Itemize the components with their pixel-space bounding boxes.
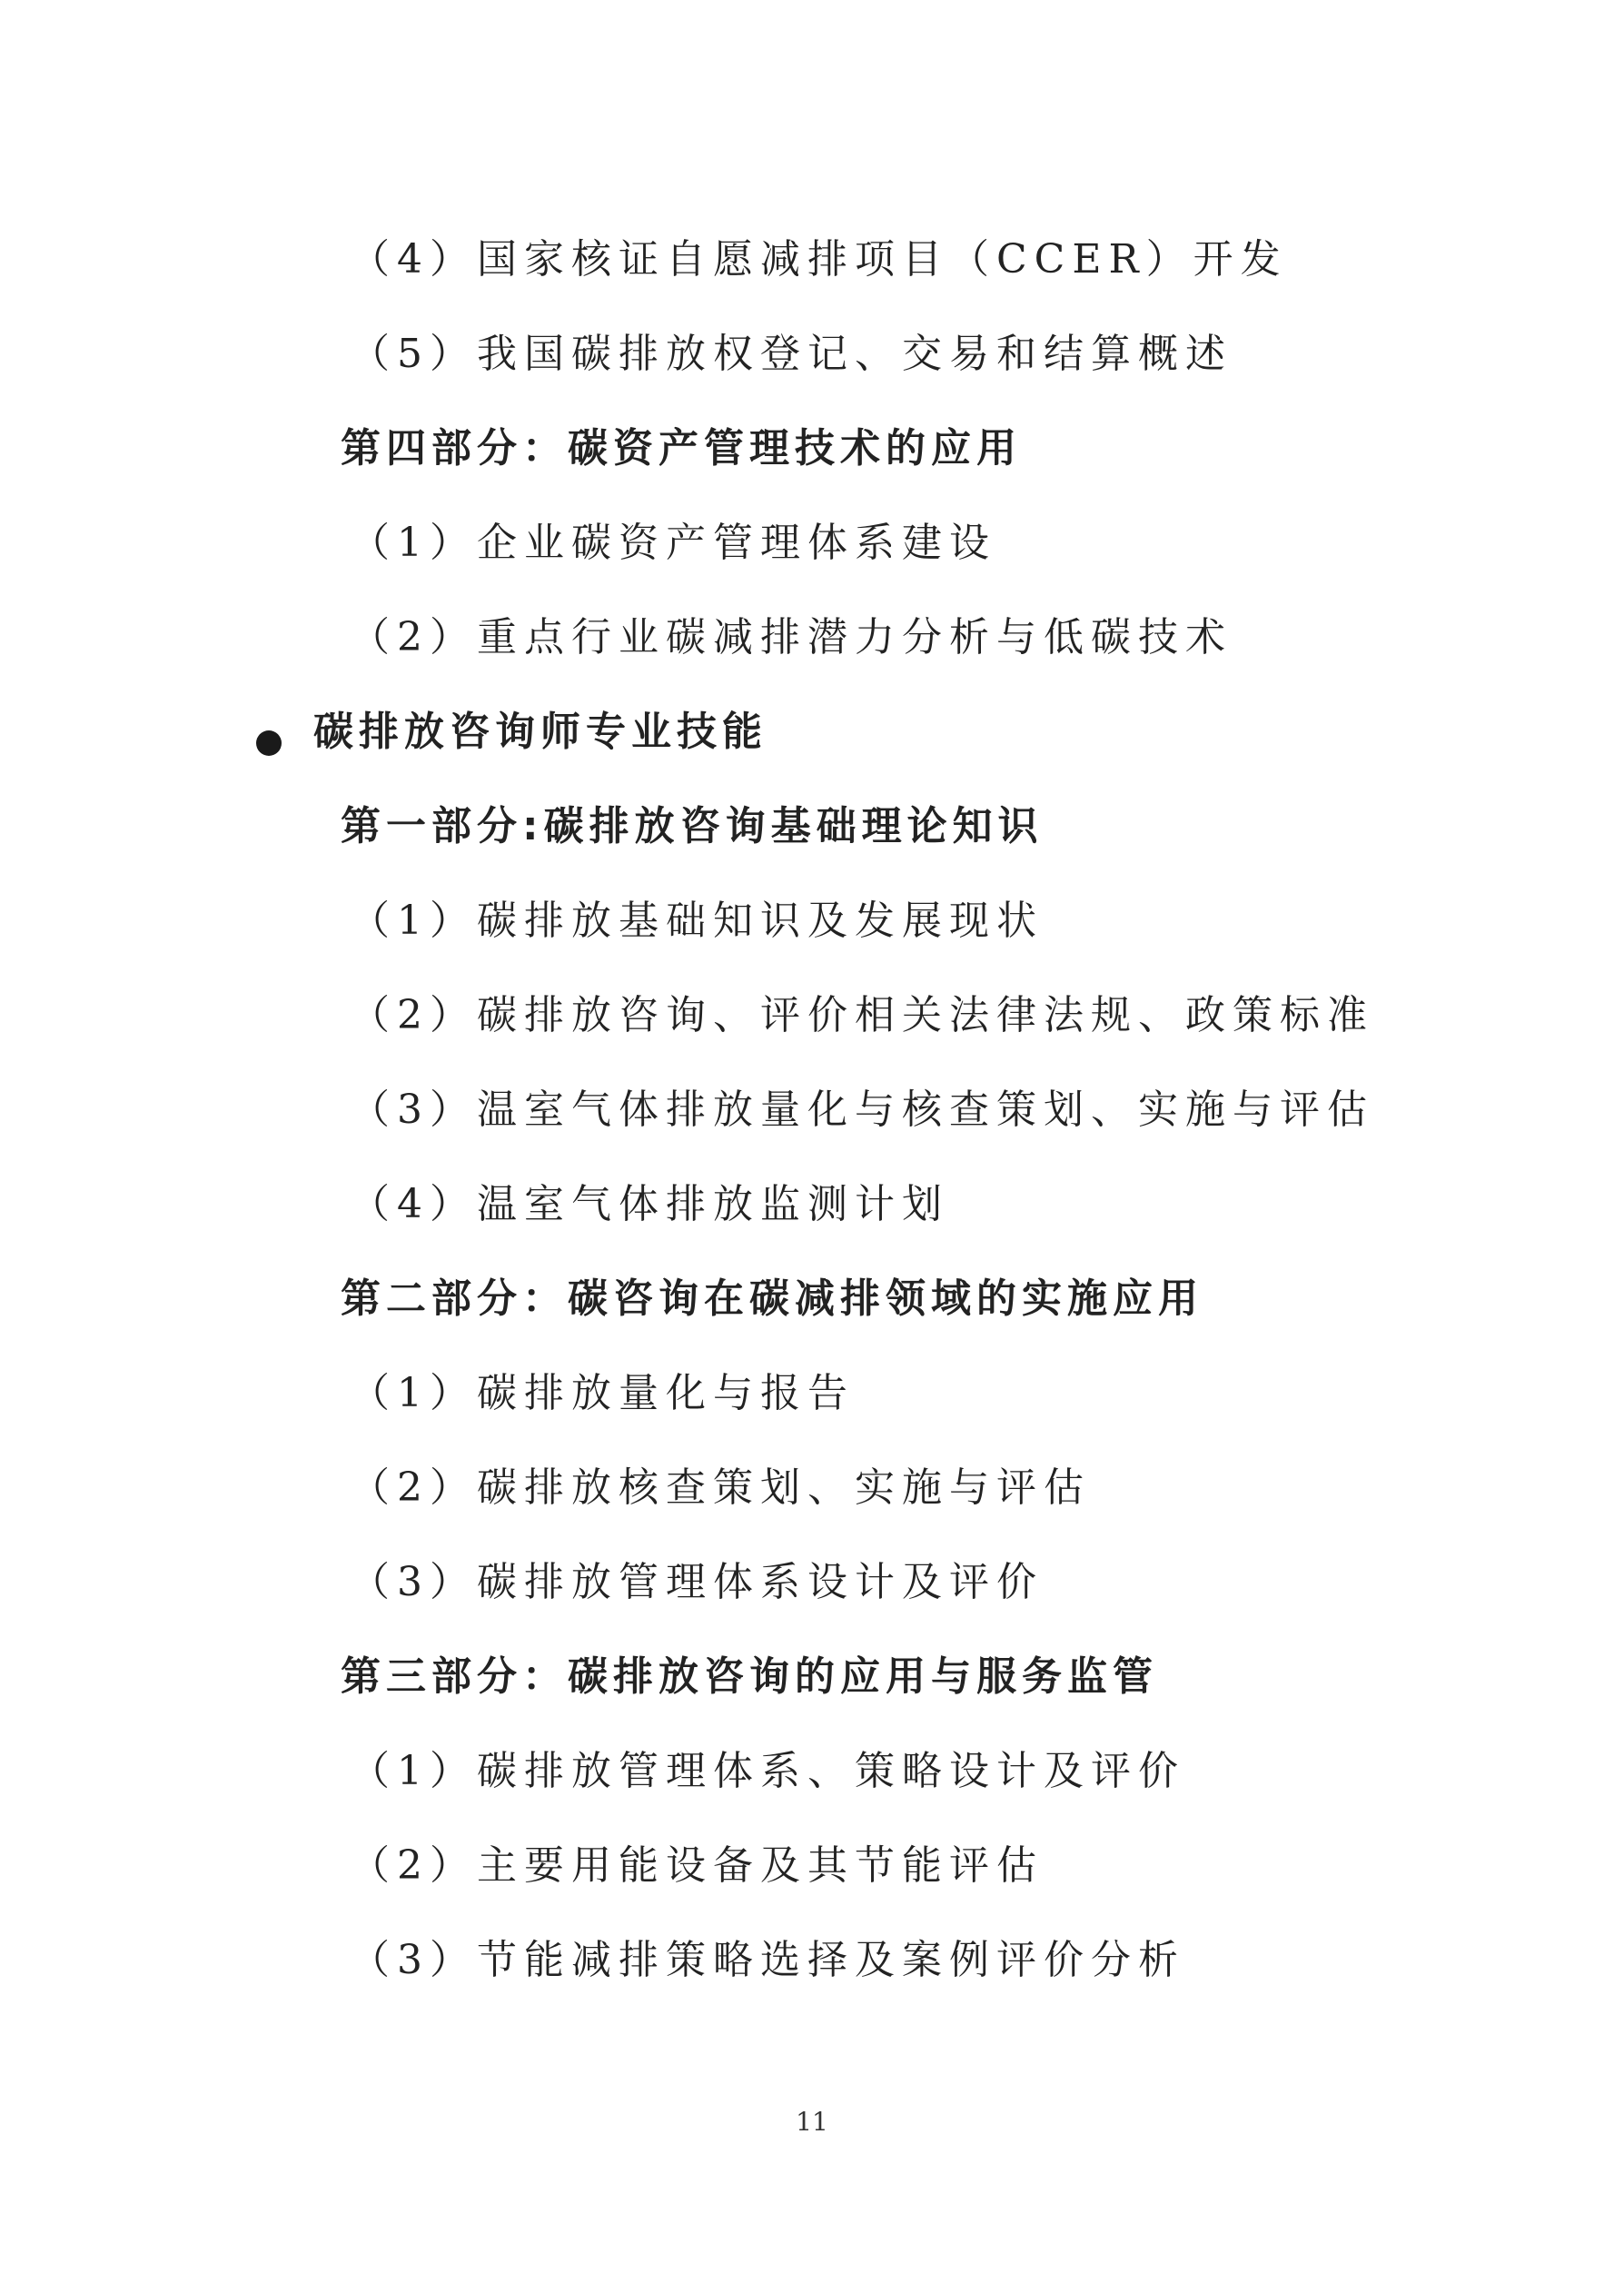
list-item-management-system-design: （3）碳排放管理体系设计及评价 xyxy=(350,1559,1044,1605)
list-item-quantification-report: （1）碳排放量化与报告 xyxy=(350,1370,855,1416)
section-heading-part-one: 第一部分:碳排放咨询基础理论知识 xyxy=(341,803,1044,849)
list-item-industry-reduction-potential: （2）重点行业碳减排潜力分析与低碳技术 xyxy=(350,614,1233,660)
section-heading-part-two: 第二部分：碳咨询在碳减排领域的实施应用 xyxy=(341,1276,1203,1322)
page-number: 11 xyxy=(796,2107,828,2137)
list-item-basic-knowledge: （1）碳排放基础知识及发展现状 xyxy=(350,898,1044,944)
list-item-ghg-quantification: （3）温室气体排放量化与核查策划、实施与评估 xyxy=(350,1087,1374,1133)
section-heading-part-four: 第四部分：碳资产管理技术的应用 xyxy=(341,425,1022,472)
list-item-ghg-monitoring-plan: （4）温室气体排放监测计划 xyxy=(350,1181,949,1227)
list-item-system-strategy-design: （1）碳排放管理体系、策略设计及评价 xyxy=(350,1748,1185,1794)
list-item-verification-planning: （2）碳排放核查策划、实施与评估 xyxy=(350,1464,1091,1511)
list-item-ccer-development: （4）国家核证自愿减排项目（CCER）开发 xyxy=(350,236,1288,283)
list-item-laws-policies: （2）碳排放咨询、评价相关法律法规、政策标准 xyxy=(350,992,1374,1038)
list-item-registration-trading-settlement: （5）我国碳排放权登记、交易和结算概述 xyxy=(350,331,1233,377)
bullet-heading-consultant-skills: 碳排放咨询师专业技能 xyxy=(313,709,767,755)
list-item-strategy-case-analysis: （3）节能减排策略选择及案例评价分析 xyxy=(350,1937,1185,1983)
section-heading-part-three: 第三部分：碳排放咨询的应用与服务监管 xyxy=(341,1653,1158,1700)
list-item-carbon-asset-system: （1）企业碳资产管理体系建设 xyxy=(350,520,996,566)
list-item-energy-equipment: （2）主要用能设备及其节能评估 xyxy=(350,1842,1044,1889)
bullet-icon xyxy=(256,730,282,756)
